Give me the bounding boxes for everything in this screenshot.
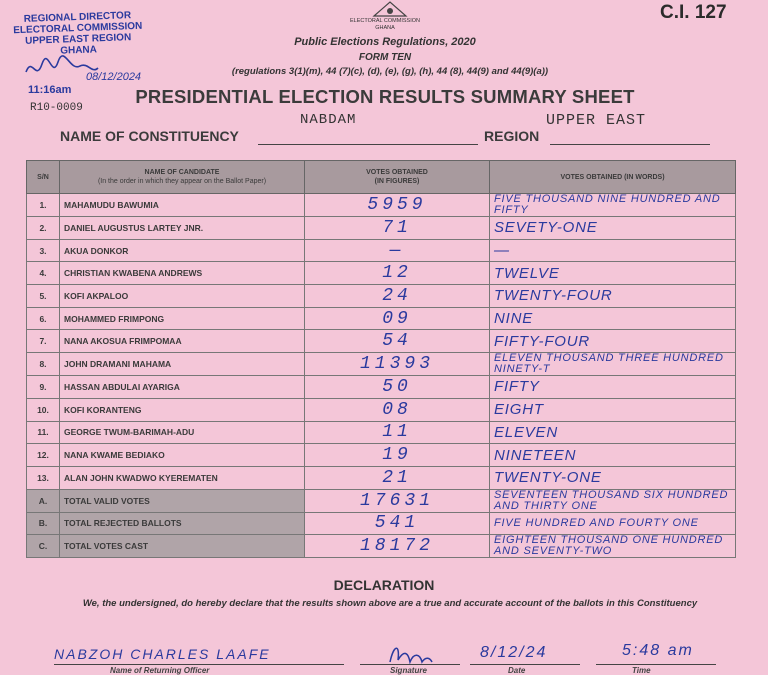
time-line bbox=[596, 664, 716, 665]
signature-line bbox=[360, 664, 460, 665]
row-votes-figures: 5959 bbox=[305, 194, 490, 217]
row-candidate-name: JOHN DRAMANI MAHAMA bbox=[60, 353, 305, 376]
row-sn: 5. bbox=[27, 285, 60, 308]
regulations-subtitle: (regulations 3(1)(m), 44 (7)(c), (d), (e), (g), (h), 44 (8), 44(9) and 44(9)(a)) bbox=[231, 66, 549, 77]
officer-label: Name of Returning Officer bbox=[110, 666, 210, 675]
table-row bbox=[27, 239, 736, 262]
stamp-time: 11:16am bbox=[28, 84, 72, 96]
row-sn: 9. bbox=[27, 376, 60, 399]
table-row bbox=[27, 444, 736, 467]
row-votes-figures: 11 bbox=[305, 421, 490, 444]
row-candidate-name: CHRISTIAN KWABENA ANDREWS bbox=[60, 262, 305, 285]
table-header-row bbox=[27, 161, 736, 194]
signoff-date: 8/12/24 bbox=[480, 644, 548, 661]
table-row bbox=[27, 330, 736, 353]
row-sn: 4. bbox=[27, 262, 60, 285]
row-votes-words: — bbox=[490, 239, 736, 262]
row-votes-words: FIVE HUNDRED AND FOURTY ONE bbox=[490, 512, 736, 535]
table-row bbox=[27, 285, 736, 308]
row-votes-words: FIFTY bbox=[490, 376, 736, 399]
row-candidate-name: DANIEL AUGUSTUS LARTEY JNR. bbox=[60, 217, 305, 240]
row-votes-figures: 18172 bbox=[305, 535, 490, 558]
row-votes-figures: 09 bbox=[305, 307, 490, 330]
form-number: FORM TEN bbox=[358, 52, 412, 63]
table-row bbox=[27, 353, 736, 376]
row-votes-figures: 541 bbox=[305, 512, 490, 535]
row-sn: B. bbox=[27, 512, 60, 535]
stamp-line: GHANA bbox=[60, 44, 98, 57]
row-sn: 8. bbox=[27, 353, 60, 376]
row-sn: 3. bbox=[27, 239, 60, 262]
row-candidate-name: TOTAL VALID VOTES bbox=[60, 489, 305, 512]
row-votes-words: TWENTY-FOUR bbox=[490, 285, 736, 308]
row-votes-figures: 12 bbox=[305, 262, 490, 285]
regulations-title: Public Elections Regulations, 2020 bbox=[294, 36, 476, 48]
summary-row bbox=[27, 535, 736, 558]
row-candidate-name: MOHAMMED FRIMPONG bbox=[60, 307, 305, 330]
row-sn: C. bbox=[27, 535, 60, 558]
table-row bbox=[27, 398, 736, 421]
row-sn: 13. bbox=[27, 466, 60, 489]
row-votes-words: SEVETY-ONE bbox=[490, 217, 736, 240]
summary-row bbox=[27, 512, 736, 535]
results-table bbox=[26, 160, 736, 558]
row-votes-words: TWELVE bbox=[490, 262, 736, 285]
row-candidate-name: ALAN JOHN KWADWO KYEREMATEN bbox=[60, 466, 305, 489]
row-candidate-name: TOTAL VOTES CAST bbox=[60, 535, 305, 558]
row-sn: 6. bbox=[27, 307, 60, 330]
table-row bbox=[27, 421, 736, 444]
row-votes-figures: 19 bbox=[305, 444, 490, 467]
header-candidate: NAME OF CANDIDATE (In the order in which they appear on the Ballot Paper) bbox=[60, 161, 305, 194]
row-votes-words: TWENTY-ONE bbox=[490, 466, 736, 489]
table-row bbox=[27, 194, 736, 217]
time-label: Time bbox=[632, 666, 651, 675]
row-candidate-name: KOFI KORANTENG bbox=[60, 398, 305, 421]
row-candidate-name: NANA AKOSUA FRIMPOMAA bbox=[60, 330, 305, 353]
signature-label: Signature bbox=[390, 666, 427, 675]
commission-name: ELECTORAL COMMISSION GHANA bbox=[350, 18, 420, 31]
row-candidate-name: HASSAN ABDULAI AYARIGA bbox=[60, 376, 305, 399]
row-votes-figures: 54 bbox=[305, 330, 490, 353]
electoral-commission-logo-icon bbox=[370, 0, 410, 18]
row-sn: 10. bbox=[27, 398, 60, 421]
constituency-label: NAME OF CONSTITUENCY bbox=[60, 128, 239, 144]
row-sn: 7. bbox=[27, 330, 60, 353]
row-votes-figures: — bbox=[305, 239, 490, 262]
region-line bbox=[550, 144, 710, 145]
header-votes-words: VOTES OBTAINED (IN WORDS) bbox=[490, 161, 736, 194]
returning-officer-name: NABZOH CHARLES LAAFE bbox=[54, 646, 271, 662]
stamp-line: REGIONAL DIRECTOR bbox=[23, 10, 132, 25]
summary-row bbox=[27, 489, 736, 512]
region-value: UPPER EAST bbox=[546, 112, 647, 129]
header-votes-figures: VOTES OBTAINED (IN FIGURES) bbox=[305, 161, 490, 194]
declaration-text: We, the undersigned, do hereby declare that the results shown above are a true and accurate account of the ballots in this Constituency bbox=[82, 598, 698, 609]
row-sn: 2. bbox=[27, 217, 60, 240]
row-votes-figures: 24 bbox=[305, 285, 490, 308]
row-candidate-name: TOTAL REJECTED BALLOTS bbox=[60, 512, 305, 535]
row-votes-words: EIGHT bbox=[490, 398, 736, 421]
row-candidate-name: AKUA DONKOR bbox=[60, 239, 305, 262]
row-votes-figures: 17631 bbox=[305, 489, 490, 512]
table-row bbox=[27, 262, 736, 285]
row-votes-words: ELEVEN bbox=[490, 421, 736, 444]
constituency-value: NABDAM bbox=[300, 112, 357, 128]
declaration-title: DECLARATION bbox=[333, 577, 435, 593]
table-row bbox=[27, 217, 736, 240]
row-candidate-name: GEORGE TWUM-BARIMAH-ADU bbox=[60, 421, 305, 444]
row-votes-figures: 50 bbox=[305, 376, 490, 399]
row-votes-words: SEVENTEEN THOUSAND SIX HUNDRED AND THIRTY ONE bbox=[490, 489, 736, 512]
row-votes-figures: 08 bbox=[305, 398, 490, 421]
row-candidate-name: KOFI AKPALOO bbox=[60, 285, 305, 308]
region-label: REGION bbox=[484, 128, 540, 144]
row-votes-words: FIFTY-FOUR bbox=[490, 330, 736, 353]
page-title: PRESIDENTIAL ELECTION RESULTS SUMMARY SHEET bbox=[135, 86, 635, 107]
row-sn: 11. bbox=[27, 421, 60, 444]
reference-number: R10-0009 bbox=[30, 102, 83, 114]
row-candidate-name: NANA KWAME BEDIAKO bbox=[60, 444, 305, 467]
row-votes-figures: 11393 bbox=[305, 353, 490, 376]
stamp-date: 08/12/2024 bbox=[86, 71, 142, 83]
row-votes-words: ELEVEN THOUSAND THREE HUNDRED NINETY-T bbox=[490, 353, 736, 376]
signoff-time: 5:48 am bbox=[622, 642, 694, 659]
row-votes-words: NINE bbox=[490, 307, 736, 330]
row-votes-figures: 21 bbox=[305, 466, 490, 489]
row-votes-words: NINETEEN bbox=[490, 444, 736, 467]
row-votes-figures: 71 bbox=[305, 217, 490, 240]
row-sn: 1. bbox=[27, 194, 60, 217]
row-votes-words: FIVE THOUSAND NINE HUNDRED AND FIFTY bbox=[490, 194, 736, 217]
stamp-line: UPPER EAST REGION bbox=[24, 32, 132, 47]
row-sn: A. bbox=[27, 489, 60, 512]
date-label: Date bbox=[508, 666, 526, 675]
constituency-line bbox=[258, 144, 478, 145]
date-line bbox=[470, 664, 580, 665]
stamp-line: ELECTORAL COMMISSION bbox=[13, 20, 143, 37]
officer-line bbox=[54, 664, 344, 665]
row-sn: 12. bbox=[27, 444, 60, 467]
table-row bbox=[27, 376, 736, 399]
table-row bbox=[27, 466, 736, 489]
header-sn: S/N bbox=[27, 161, 60, 194]
row-candidate-name: MAHAMUDU BAWUMIA bbox=[60, 194, 305, 217]
ci-number: C.I. 127 bbox=[660, 2, 727, 23]
row-votes-words: EIGHTEEN THOUSAND ONE HUNDRED AND SEVENTY-TWO bbox=[490, 535, 736, 558]
table-row bbox=[27, 307, 736, 330]
